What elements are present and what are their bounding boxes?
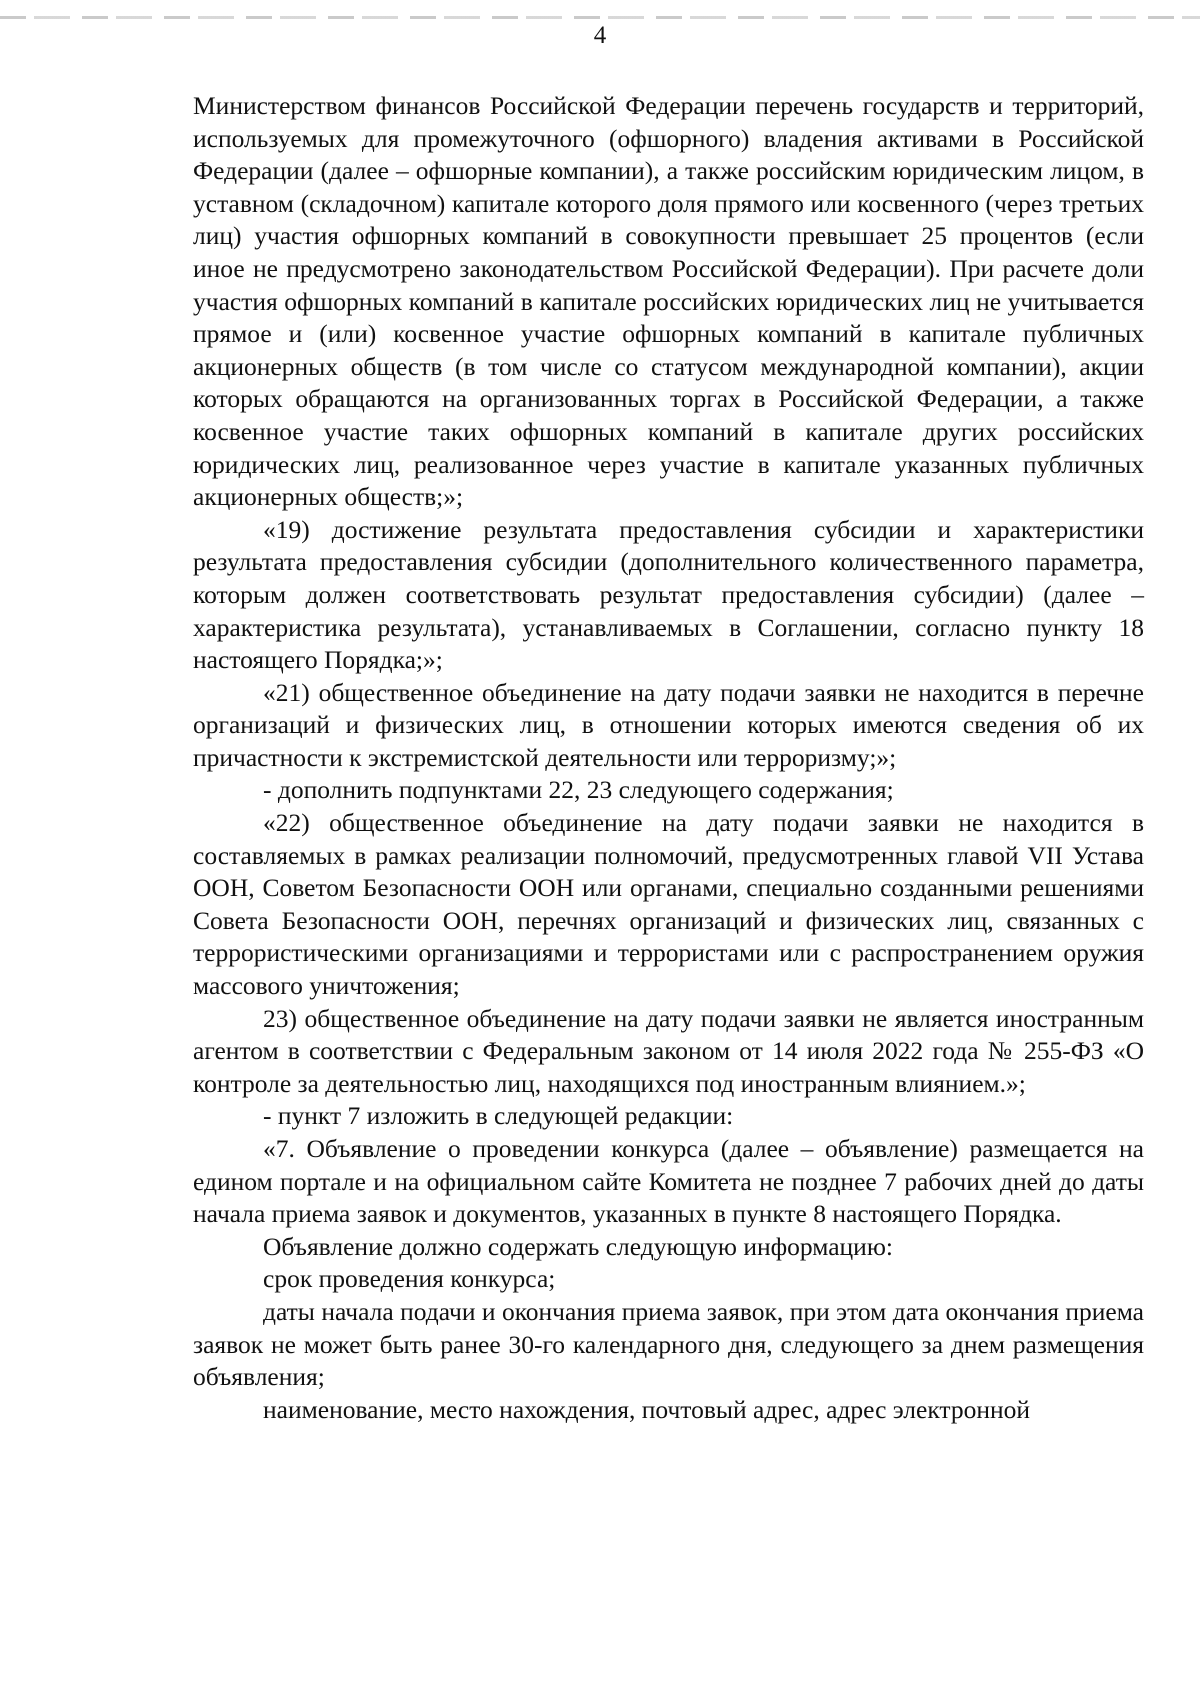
paragraph-contest-period: срок проведения конкурса; [263, 1264, 556, 1294]
paragraph-item-19: «19) достижение результата предоставления субсидии и характеристики результата предоставления субсидии (дополнительного количественного параметра, которым должен соответствовать результат предоставления субсидии) (далее – характеристика результата), устанавливаемых в Соглашении, согласно пункту 18 настоящего Порядка;»; [193, 514, 1144, 675]
paragraph-point-7: «7. Объявление о проведении конкурса (далее – объявление) размещается на едином портале и на официальном сайте Комитета не позднее 7 рабочих дней до даты начала приема заявок и документов, указанных в пункте 8 настоящего Порядка. [193, 1134, 1144, 1229]
scan-edge-artifact [0, 16, 1200, 19]
paragraph-item-21: «21) общественное объединение на дату подачи заявки не находится в перечне организаций и физических лиц, в отношении которых имеются сведения об их причастности к экстремистской деятельности или терроризму;»; [193, 677, 1144, 772]
paragraph-continuation: Министерством финансов Российской Федерации перечень государств и территорий, используемых для промежуточного (офшорного) владения активами в Российской Федерации (далее – офшорные компании), а также российским юридическим лицом, в уставном (складочном) капитале которого доля прямого или косвенного (через третьих лиц) участия офшорных компаний в совокупности превышает 25 процентов (если иное не предусмотрено законодательством Российской Федерации). При расчете доли участия офшорных компаний в капитале российских юридических лиц не учитывается прямое и (или) косвенное участие офшорных компаний в капитале публичных акционерных обществ (в том числе со статусом международной компании), акции которых обращаются на организованных торгах в Российской Федерации, а также косвенное участие таких офшорных компаний в капитале других российских юридических лиц, реализованное через участие в капитале указанных публичных акционерных обществ;»; [193, 91, 1144, 512]
page-number: 4 [593, 22, 607, 49]
paragraph-amendment-point-7: - пункт 7 изложить в следующей редакции: [263, 1101, 734, 1131]
document-body [193, 90, 1144, 1426]
paragraph-name-address: наименование, место нахождения, почтовый адрес, адрес электронной [263, 1394, 1031, 1424]
paragraph-announcement-content: Объявление должно содержать следующую информацию: [263, 1231, 893, 1261]
paragraph-amendment-add: - дополнить подпунктами 22, 23 следующего содержания; [263, 775, 894, 805]
paragraph-application-dates: даты начала подачи и окончания приема заявок, при этом дата окончания приема заявок не может быть ранее 30-го календарного дня, следующего за днем размещения объявления; [193, 1296, 1144, 1392]
paragraph-item-22: «22) общественное объединение на дату подачи заявки не находится в составляемых в рамках реализации полномочий, предусмотренных главой VII Устава ООН, Советом Безопасности ООН или органами, специально созданными решениями Совета Безопасности ООН, перечнях организаций и физических лиц, связанных с террористическими организациями и террористами или с распространением оружия массового уничтожения; [193, 808, 1144, 1001]
paragraph-item-23: 23) общественное объединение на дату подачи заявки не является иностранным агентом в соответствии с Федеральным законом от 14 июля 2022 года № 255-ФЗ «О контроле за деятельностью лиц, находящихся под иностранным влиянием.»; [193, 1003, 1144, 1098]
